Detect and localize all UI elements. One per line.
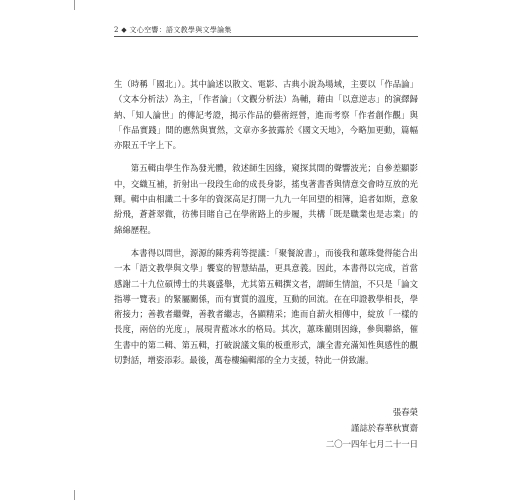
paragraph: 本書得以問世，源源的陳秀莉等提議：「聚餐說書」，而後我和蕙珠覺得能合出一本「語文教學與文學」饗宴的智慧結晶，更具意義。因此，本書得以完成，首當感謝二十九位碩博士的共襄盛舉，尤其第五輯撰文者，謂師生情誼，不只是「論文指導一覽表」的緊屬關係，而有實質的溫度，互動的回流。在在印證教學相長，學術接力；善教者繼聲，善教者繼志，各顯精采；進而自薪火相傳中，綻放「一樣的長度，兩倍的光度」，展現青藍冰水的格局。其次，蕙珠藺則因綠，參與聯絡，催生書中的第二輯、第五輯，打破說議文集的板重形式，讓全書充滿知性與感性的觀切對話，增姿添彩。最後，萬卷樓編輯部的全力支援，特此一併致謝。 — [114, 247, 418, 366]
header-rule — [114, 36, 418, 37]
body-text — [114, 77, 418, 368]
crop-mark-top — [74, 0, 75, 10]
book-title: 文心空響：語文教學與文學論集 — [129, 26, 232, 34]
crop-mark-bottom — [74, 490, 75, 500]
page-number: 2 — [114, 26, 119, 34]
paragraph: 生（時稱「國北」）。其中論述以散文、電影、古典小說為場域，主要以「作品論」（文本分析法）為主，「作者論」（文觀分析法）為輔，藉由「以意逆志」的演繹歸納、「知人論世」的傳記考證，揭示作品的藝術經營，進而考察「作者創作觀」與「作品實踐」間的應然與實然，文章亦多披露於《國文天地》，今略加更動，篇幅亦限五千字上下。 — [114, 79, 418, 151]
signature-name: 張春榮 — [392, 407, 418, 417]
paragraph: 第五輯由學生作為發光體，敘述師生因緣，窺探其間的聲響波光；自參差顯影中，交織互補，折射出一段段生命的成長身影，搖曳著書香與情意交會時互放的光輝。輯中由相識二十多年的資深高足打開一九九一年回望的相簿，追者如斯，意象紛飛，蒼蒼翠微，彷彿目睹自己在學術路上的步履，共構「既是職業也是志業」的綿綿歷程。 — [114, 163, 418, 235]
signature-place: 謹誌於春華秋實齋 — [351, 423, 418, 433]
signature-date: 二〇一四年七月二十一日 — [325, 439, 418, 449]
running-header — [114, 25, 232, 35]
diamond-icon: ◆ — [121, 26, 127, 34]
